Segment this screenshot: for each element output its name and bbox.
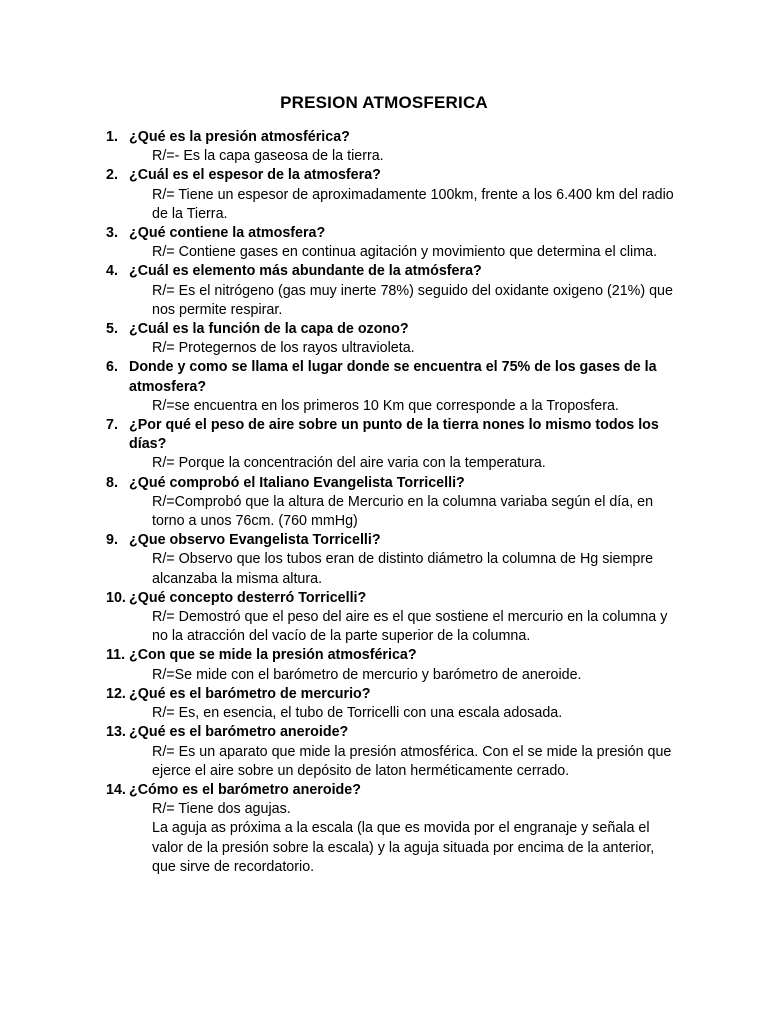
item-number: 3. (106, 225, 118, 242)
answer-text: R/=se encuentra en los primeros 10 Km que corresponde a la Troposfera. (152, 397, 619, 414)
list-item (106, 531, 676, 589)
answer-text: R/= Observo que los tubos eran de distinto diámetro la columna de Hg siempre alcanzaba la misma altura. (152, 551, 654, 587)
question-text: ¿Qué es el barómetro de mercurio? (129, 685, 371, 702)
list-item (106, 320, 676, 358)
item-number: 12. (106, 685, 126, 702)
question-text: ¿Que observo Evangelista Torricelli? (129, 532, 381, 549)
list-item (106, 358, 676, 416)
document-title: PRESION ATMOSFERICA (280, 93, 488, 112)
answer-text: R/= Es, en esencia, el tubo de Torricelli con una escala adosada. (152, 705, 563, 722)
question-text: ¿Qué es la presión atmosférica? (129, 129, 350, 145)
answer-text: R/= Es un aparato que mide la presión atmosférica. Con el se mide la presión que ejerce el aire sobre un depósito de laton herméticamente cerrado. (152, 743, 672, 779)
list-item (106, 262, 676, 320)
list-item (106, 128, 676, 166)
item-number: 2. (106, 167, 118, 184)
answer-text: R/= Tiene un espesor de aproximadamente 100km, frente a los 6.400 km del radio de la Tierra. (152, 186, 674, 222)
list-item (106, 166, 676, 224)
question-text: ¿Por qué el peso de aire sobre un punto de la tierra nones lo mismo todos los días? (129, 417, 659, 453)
item-number: 6. (106, 359, 118, 376)
answer-text: R/= Tiene dos agujas. (152, 801, 291, 818)
list-item (106, 781, 676, 877)
item-number: 11. (106, 647, 126, 664)
answer-text: R/= Demostró que el peso del aire es el que sostiene el mercurio en la columna y no la atracción del vacío de la parte superior de la columna. (152, 609, 668, 645)
answer-text: R/=Comprobó que la altura de Mercurio en la columna variaba según el día, en torno a unos 76cm. (760 mmHg) (152, 493, 654, 530)
list-item (106, 723, 676, 781)
item-number: 8. (106, 474, 118, 491)
item-number: 4. (106, 263, 118, 280)
question-text: ¿Qué concepto desterró Torricelli? (129, 589, 367, 606)
question-text: ¿Con que se mide la presión atmosférica? (129, 647, 417, 664)
list-item (106, 646, 676, 684)
answer-text: R/=Se mide con el barómetro de mercurio y barómetro de aneroide. (152, 666, 582, 683)
answer-text: R/= Contiene gases en continua agitación y movimiento que determina el clima. (152, 244, 658, 261)
list-item (106, 589, 676, 647)
question-text: ¿Cuál es elemento más abundante de la atmósfera? (129, 263, 482, 280)
item-number: 14. (106, 781, 126, 798)
question-list (106, 128, 676, 877)
question-text: ¿Qué comprobó el Italiano Evangelista Torricelli? (129, 474, 465, 491)
answer-text: R/=- Es la capa gaseosa de la tierra. (152, 148, 384, 165)
list-item (106, 685, 676, 723)
list-item (106, 416, 676, 474)
question-text: ¿Qué contiene la atmosfera? (129, 225, 326, 242)
question-text: ¿Cuál es la función de la capa de ozono? (129, 321, 409, 338)
item-number: 7. (106, 417, 118, 434)
question-text: ¿Cómo es el barómetro aneroide? (129, 781, 361, 798)
list-item (106, 474, 676, 532)
answer-continuation-text: La aguja as próxima a la escala (la que es movida por el engranaje y señala el valor de la presión sobre la escala) y la aguja situada por encima de la anterior, que sirve de recordatorio. (152, 820, 655, 875)
item-number: 10. (106, 589, 126, 606)
answer-text: R/= Es el nitrógeno (gas muy inerte 78%) seguido del oxidante oxigeno (21%) que nos permite respirar. (152, 282, 673, 318)
question-text: ¿Cuál es el espesor de la atmosfera? (129, 167, 381, 184)
item-number: 9. (106, 532, 118, 549)
item-number: 1. (106, 129, 118, 145)
answer-text: R/= Protegernos de los rayos ultravioleta. (152, 340, 415, 357)
item-number: 5. (106, 321, 118, 338)
question-text: Donde y como se llama el lugar donde se encuentra el 75% de los gases de la atmosfera? (129, 359, 657, 395)
answer-text: R/= Porque la concentración del aire varia con la temperatura. (152, 455, 546, 472)
list-item (106, 224, 676, 262)
item-number: 13. (106, 724, 126, 741)
question-text: ¿Qué es el barómetro aneroide? (129, 724, 349, 741)
